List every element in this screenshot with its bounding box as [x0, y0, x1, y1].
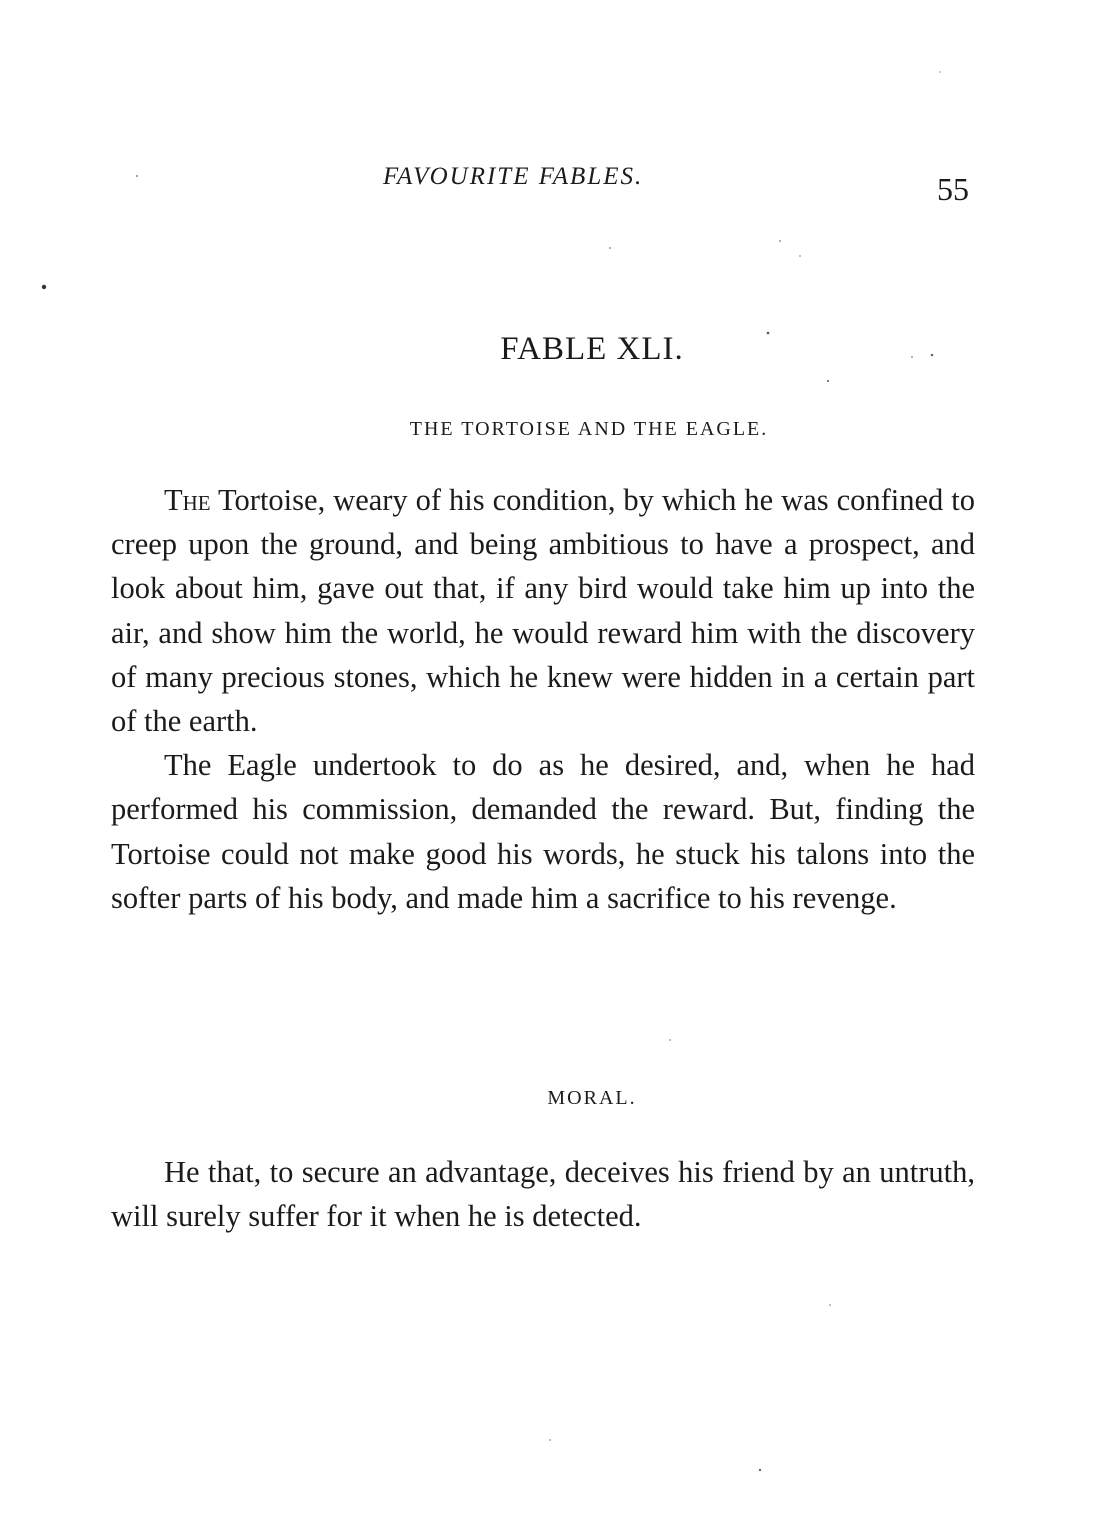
running-head: FAVOURITE FABLES. — [383, 163, 644, 190]
paragraph-1-text: Tortoise, weary of his condition, by which he was confined to creep upon the ground, and being ambitious to have a prospect, and look about him, gave out that, if any bird would take him up into the air, and show him the world, he would reward him with the discovery of many precious stones, which he knew were hidden in a certain part of the earth. — [111, 483, 975, 739]
moral-heading: MORAL. — [547, 1087, 637, 1109]
moral-body — [111, 1150, 975, 1238]
page-number: 55 — [937, 171, 969, 207]
paragraph-1-lead: The — [164, 483, 211, 517]
fable-body — [111, 478, 975, 920]
moral-paragraph: He that, to secure an advantage, deceives his friend by an untruth, will surely suffer for it when he is detected. — [111, 1155, 975, 1234]
fable-title: THE TORTOISE AND THE EAGLE. — [409, 418, 769, 440]
paragraph-2: The Eagle undertook to do as he desired, and, when he had performed his commission, demanded the reward. But, finding the Tortoise could not make good his words, he stuck his talons into the softer parts of his body, and made him a sacrifice to his revenge. — [111, 748, 975, 915]
fable-number-heading: FABLE XLI. — [500, 331, 684, 367]
paragraph-1 — [111, 478, 975, 743]
